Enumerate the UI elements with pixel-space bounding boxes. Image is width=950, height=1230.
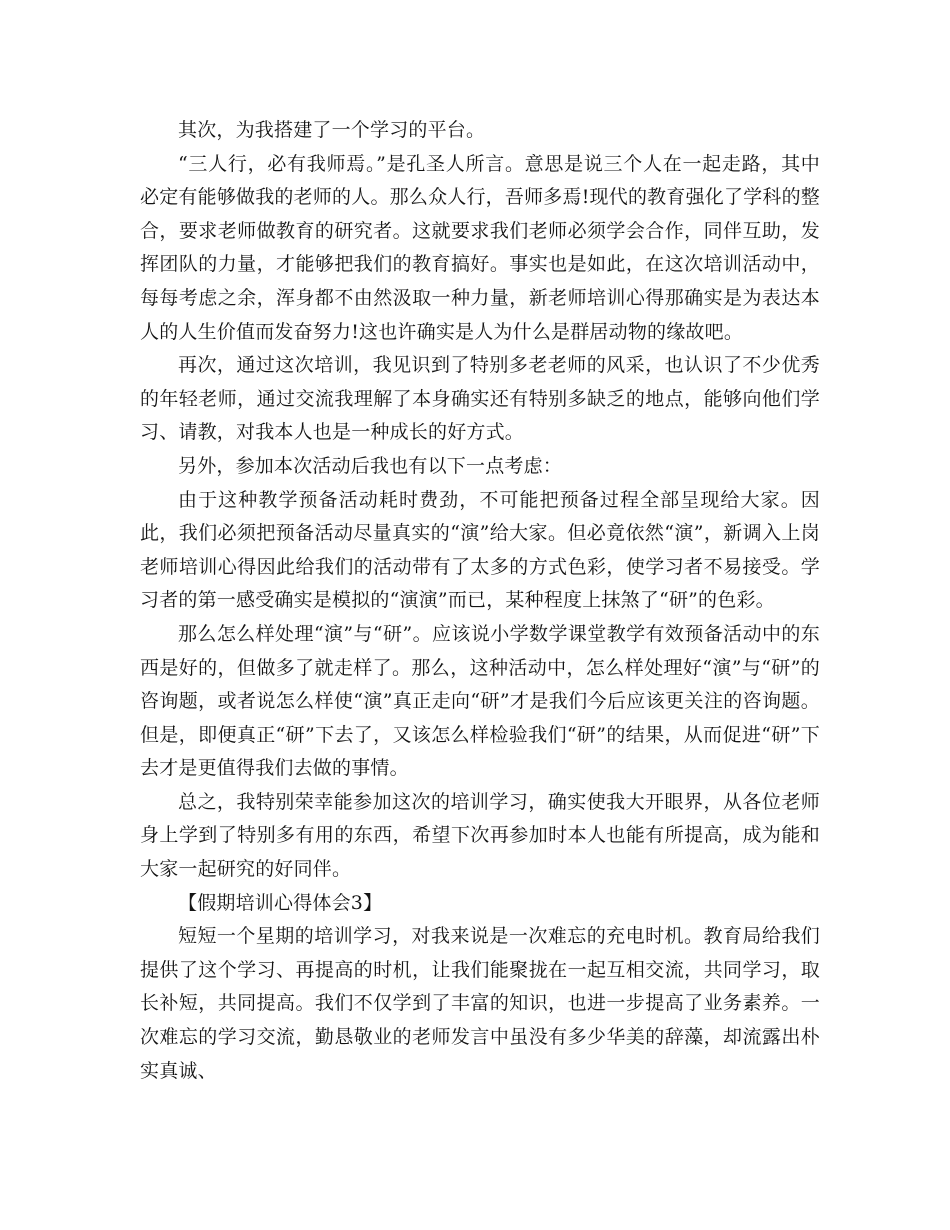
paragraph-short-week: 短短一个星期的培训学习，对我来说是一次难忘的充电时机。教育局给我们提供了这个学习、再提高的时机，让我们能聚拢在一起互相交流，共同学习，取长补短，共同提高。我们不仅学到了丰富的知识，也进一步提高了业务素养。一次难忘的学习交流，勤恳敬业的老师发言中虽没有多少华美的辞藻，却流露出朴实真诚、 (140, 925, 820, 1082)
paragraph-platform: 其次，为我搭建了一个学习的平台。 (178, 119, 486, 141)
paragraph-three-people: “三人行，必有我师焉。”是孔圣人所言。意思是说三个人在一起走路，其中必定有能够做我的老师的人。那么众人行，吾师多焉!现代的教育强化了学科的整合，要求老师做教育的研究者。这就要求我们老师必须学会合作，同伴互助，发挥团队的力量，才能够把我们的教育搞好。事实也是如此，在这次培训活动中，每每考虑之余，浑身都不由然汲取一种力量，新老师培训心得那确实是为表达本人的人生价值而发奋努力!这也许确实是人为什么是群居动物的缘故吧。 (140, 152, 820, 343)
paragraph-preparation: 由于这种教学预备活动耗时费劲，不可能把预备过程全部呈现给大家。因此，我们必须把预备活动尽量真实的“演”给大家。但必竟依然“演”，新调入上岗老师培训心得因此给我们的活动带有了太多的方式色彩，使学习者不易接受。学习者的第一感受确实是模拟的“演演”而已，某种程度上抹煞了“研”的色彩。 (140, 488, 820, 612)
document-body (140, 114, 820, 1088)
paragraph-yan-yan: 那么怎么样处理“演”与“研”。应该说小学数学课堂教学有效预备活动中的东西是好的，但做多了就走样了。那么，这种活动中，怎么样处理好“演”与“研”的咨询题，或者说怎么样使“演”真正走向“研”才是我们今后应该更关注的咨询题。但是，即便真正“研”下去了，又该怎么样检验我们“研”的结果，从而促进“研”下去才是更值得我们去做的事情。 (140, 622, 820, 780)
paragraph-besides: 另外，参加本次活动后我也有以下一点考虑： (178, 454, 563, 477)
paragraph-conclusion: 总之，我特别荣幸能参加这次的培训学习，确实使我大开眼界，从各位老师身上学到了特别多有用的东西，希望下次再参加时本人也能有所提高，成为能和大家一起研究的好同伴。 (140, 790, 820, 881)
section-heading: 【假期培训心得体会3】 (178, 891, 383, 914)
paragraph-again: 再次，通过这次培训，我见识到了特别多老老师的风采，也认识了不少优秀的年轻老师，通过交流我理解了本身确实还有特别多缺乏的地点，能够向他们学习、请教，对我本人也是一种成长的好方式。 (140, 354, 820, 444)
